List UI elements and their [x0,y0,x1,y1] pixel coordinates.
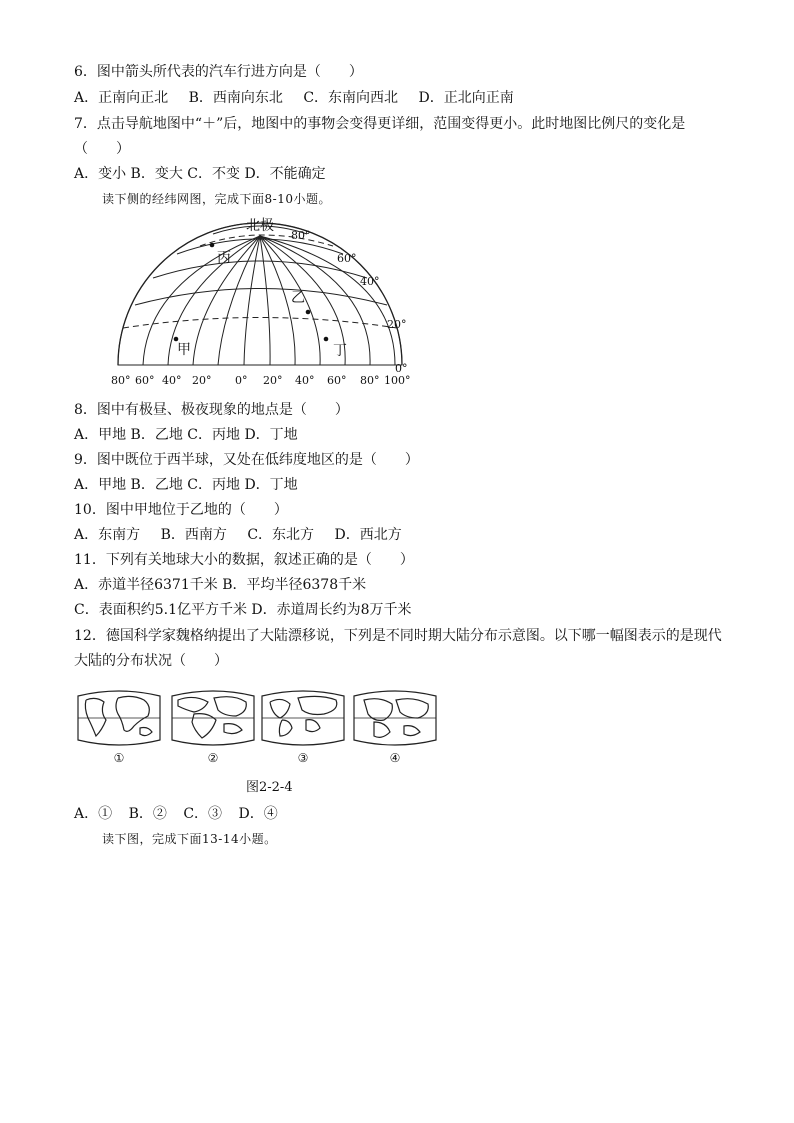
q10-option-b: B．西南方 [160,527,227,543]
point-ding-label: 丁 [333,343,347,359]
q10-option-d: D．西北方 [334,527,402,543]
point-jia-marker [174,337,179,342]
q7-stem-line1: 7．点击导航地图中“＋”后，地图中的事物会变得更详细，范围变得更小。此时地图比例尺的变化是 [74,116,686,132]
drift-map-2 [172,691,254,745]
reading-note-8-10: 读下侧的经纬网图，完成下面8-10小题。 [102,192,331,206]
lat-label-40: 40° [360,275,380,288]
q6-options [74,88,514,108]
q9-options: A．甲地 B．乙地 C．丙地 D．丁地 [74,477,298,493]
lon-label-40w: 40° [162,374,182,387]
point-bing-label: 丙 [217,250,231,266]
q11-options-line2: C．表面积约5.1亿平方千米 D．赤道周长约为8万千米 [74,602,412,618]
q12-option-c: C．③ [183,806,223,822]
q6-option-b: B．西南向东北 [188,90,283,106]
q6-option-a: A．正南向正北 [74,90,169,106]
q9-stem: 9．图中既位于西半球，又处在低纬度地区的是（ ） [74,452,419,468]
lat-label-80: 80° [291,229,311,242]
lon-label-20e: 20° [263,374,283,387]
continental-drift-maps [74,686,446,768]
pole-label: 北极 [246,218,274,234]
drift-map-3-label: ③ [297,751,309,765]
q11-stem: 11．下列有关地球大小的数据，叙述正确的是（ ） [74,552,414,568]
figure-caption: 图2-2-4 [246,780,293,795]
lon-label-0: 0° [235,374,248,387]
point-ding-marker [324,337,329,342]
lon-label-80e: 80° [360,374,380,387]
drift-map-4 [354,691,436,745]
q12-option-d: D．④ [238,806,278,822]
drift-map-1 [78,691,160,745]
map-outline [118,223,402,365]
drift-map-4-label: ④ [389,751,401,765]
lat-label-60: 60° [337,252,357,265]
lon-label-20w: 20° [192,374,212,387]
q8-stem: 8．图中有极昼、极夜现象的地点是（ ） [74,402,349,418]
q6-option-d: D．正北向正南 [418,90,514,106]
q12-option-a: A．① [74,806,113,822]
point-jia-label: 甲 [177,342,191,358]
q10-stem: 10．图中甲地位于乙地的（ ） [74,502,288,518]
point-yi-label: 乙 [291,290,305,306]
point-bing-marker [210,243,215,248]
q12-stem-line1: 12．德国科学家魏格纳提出了大陆漂移说，下列是不同时期大陆分布示意图。以下哪一幅图表示的是现代 [74,628,722,644]
lon-label-80w: 80° [111,374,131,387]
q10-option-c: C．东北方 [247,527,315,543]
drift-map-1-label: ① [113,751,125,765]
q6-stem: 6．图中箭头所代表的汽车行进方向是（ ） [74,64,363,80]
q8-options: A．甲地 B．乙地 C．丙地 D．丁地 [74,427,298,443]
point-yi-marker [306,310,311,315]
lat-label-20: 20° [387,318,407,331]
q12-stem-line2: 大陆的分布状况（ ） [74,653,228,669]
q11-options-line1: A．赤道半径6371千米 B．平均半径6378千米 [74,577,367,593]
q7-stem-line2: （ ） [74,141,130,157]
q6-option-c: C．东南向西北 [303,90,399,106]
q12-option-b: B．② [128,806,167,822]
q7-options: A．变小 B．变大 C．不变 D．不能确定 [74,166,326,182]
lon-label-100e: 100° [384,374,411,387]
reading-note-13-14: 读下图，完成下面13-14小题。 [102,832,277,846]
drift-map-3 [262,691,344,745]
q10-options [74,525,402,545]
q10-option-a: A．东南方 [74,527,141,543]
q12-options [74,804,278,824]
drift-map-2-label: ② [207,751,219,765]
lat-label-0: 0° [395,362,408,375]
lon-label-40e: 40° [295,374,315,387]
graticule-map [105,212,415,390]
lon-label-60w: 60° [135,374,155,387]
lon-label-60e: 60° [327,374,347,387]
